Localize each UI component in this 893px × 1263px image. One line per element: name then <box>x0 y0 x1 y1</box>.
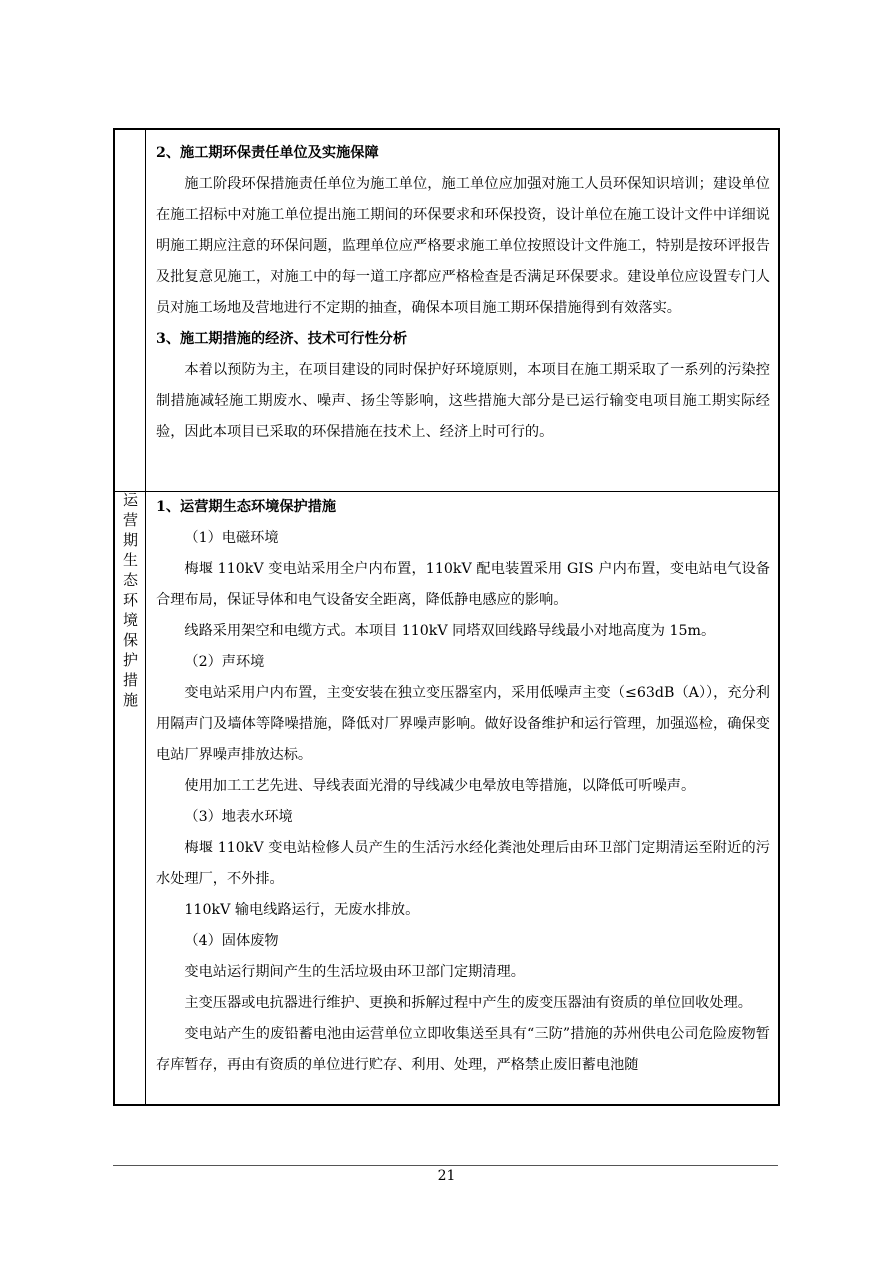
paragraph: （3）地表水环境 <box>184 808 293 825</box>
row-content-cell <box>146 129 780 491</box>
paragraph: 变电站产生的废铅蓄电池由运营单位立即收集送至具有“三防”措施的苏州供电公司危险废物暂存库暂存，再由有资质的单位进行贮存、利用、处理，严格禁止废旧蓄电池随 <box>156 1025 770 1073</box>
paragraph: 2、施工期环保责任单位及实施保障 <box>156 145 379 161</box>
paragraph: 本着以预防为主，在项目建设的同时保护好环境原则，本项目在施工期采取了一系列的污染控制措施减轻施工期废水、噪声、扬尘等影响，这些措施大部分是已运行输变电项目施工期实际经验，因此本项目已采取的环保措施在技术上、经济上时可行的。 <box>156 362 770 440</box>
paragraph: 变电站运行期间产生的生活垃圾由环卫部门定期清理。 <box>184 963 525 980</box>
measures-table <box>113 128 780 1106</box>
construction-period-content <box>146 130 778 452</box>
paragraph: 使用加工工艺先进、导线表面光滑的导线减少电晕放电等措施，以降低可听噪声。 <box>184 777 696 794</box>
paragraph: （2）声环境 <box>184 653 265 670</box>
page-number: 21 <box>437 1168 456 1184</box>
paragraph: （1）电磁环境 <box>184 529 279 546</box>
table-row <box>114 491 779 1105</box>
paragraph: 3、施工期措施的经济、技术可行性分析 <box>156 331 408 347</box>
paragraph: 梅堰 110kV 变电站检修人员产生的生活污水经化粪池处理后由环卫部门定期清运至附近的污水处理厂，不外排。 <box>156 839 770 887</box>
paragraph: 110kV 输电线路运行，无废水排放。 <box>184 901 420 918</box>
operation-period-content <box>146 492 778 1085</box>
paragraph: 主变压器或电抗器进行维护、更换和拆解过程中产生的废变压器油有资质的单位回收处理。 <box>184 994 752 1011</box>
paragraph: 变电站采用户内布置，主变安装在独立变压器室内，采用低噪声主变（≤63dB（A）），充分利用隔声门及墙体等降噪措施，降低对厂界噪声影响。做好设备维护和运行管理，加强巡检，确保变电站厂界噪声排放达标。 <box>156 684 770 763</box>
paragraph: 线路采用架空和电缆方式。本项目 110kV 同塔双回线路导线最小对地高度为 15m。 <box>184 622 716 639</box>
row-label-operation-period: 运营期生态环境保护措施 <box>121 491 139 712</box>
row-label-cell <box>114 129 146 491</box>
table-row <box>114 129 779 491</box>
row-label-cell <box>114 491 146 1105</box>
paragraph: （4）固体废物 <box>184 932 279 949</box>
paragraph: 施工阶段环保措施责任单位为施工单位，施工单位应加强对施工人员环保知识培训；建设单位在施工招标中对施工单位提出施工期间的环保要求和环保投资，设计单位在施工设计文件中详细说明施工期应注意的环保问题，监理单位应严格要求施工单位按照设计文件施工，特别是按环评报告及批复意见施工，对施工中的每一道工序都应严格检查是否满足环保要求。建设单位应设置专门人员对施工场地及营地进行不定期的抽查，确保本项目施工期环保措施得到有效落实。 <box>156 176 770 316</box>
paragraph: 1、运营期生态环境保护措施 <box>156 498 337 515</box>
row-content-cell <box>146 491 780 1105</box>
paragraph: 梅堰 110kV 变电站采用全户内布置，110kV 配电装置采用 GIS 户内布置，变电站电气设备合理布局，保证导体和电气设备安全距离，降低静电感应的影响。 <box>156 560 770 608</box>
footer-rule <box>113 1165 778 1166</box>
